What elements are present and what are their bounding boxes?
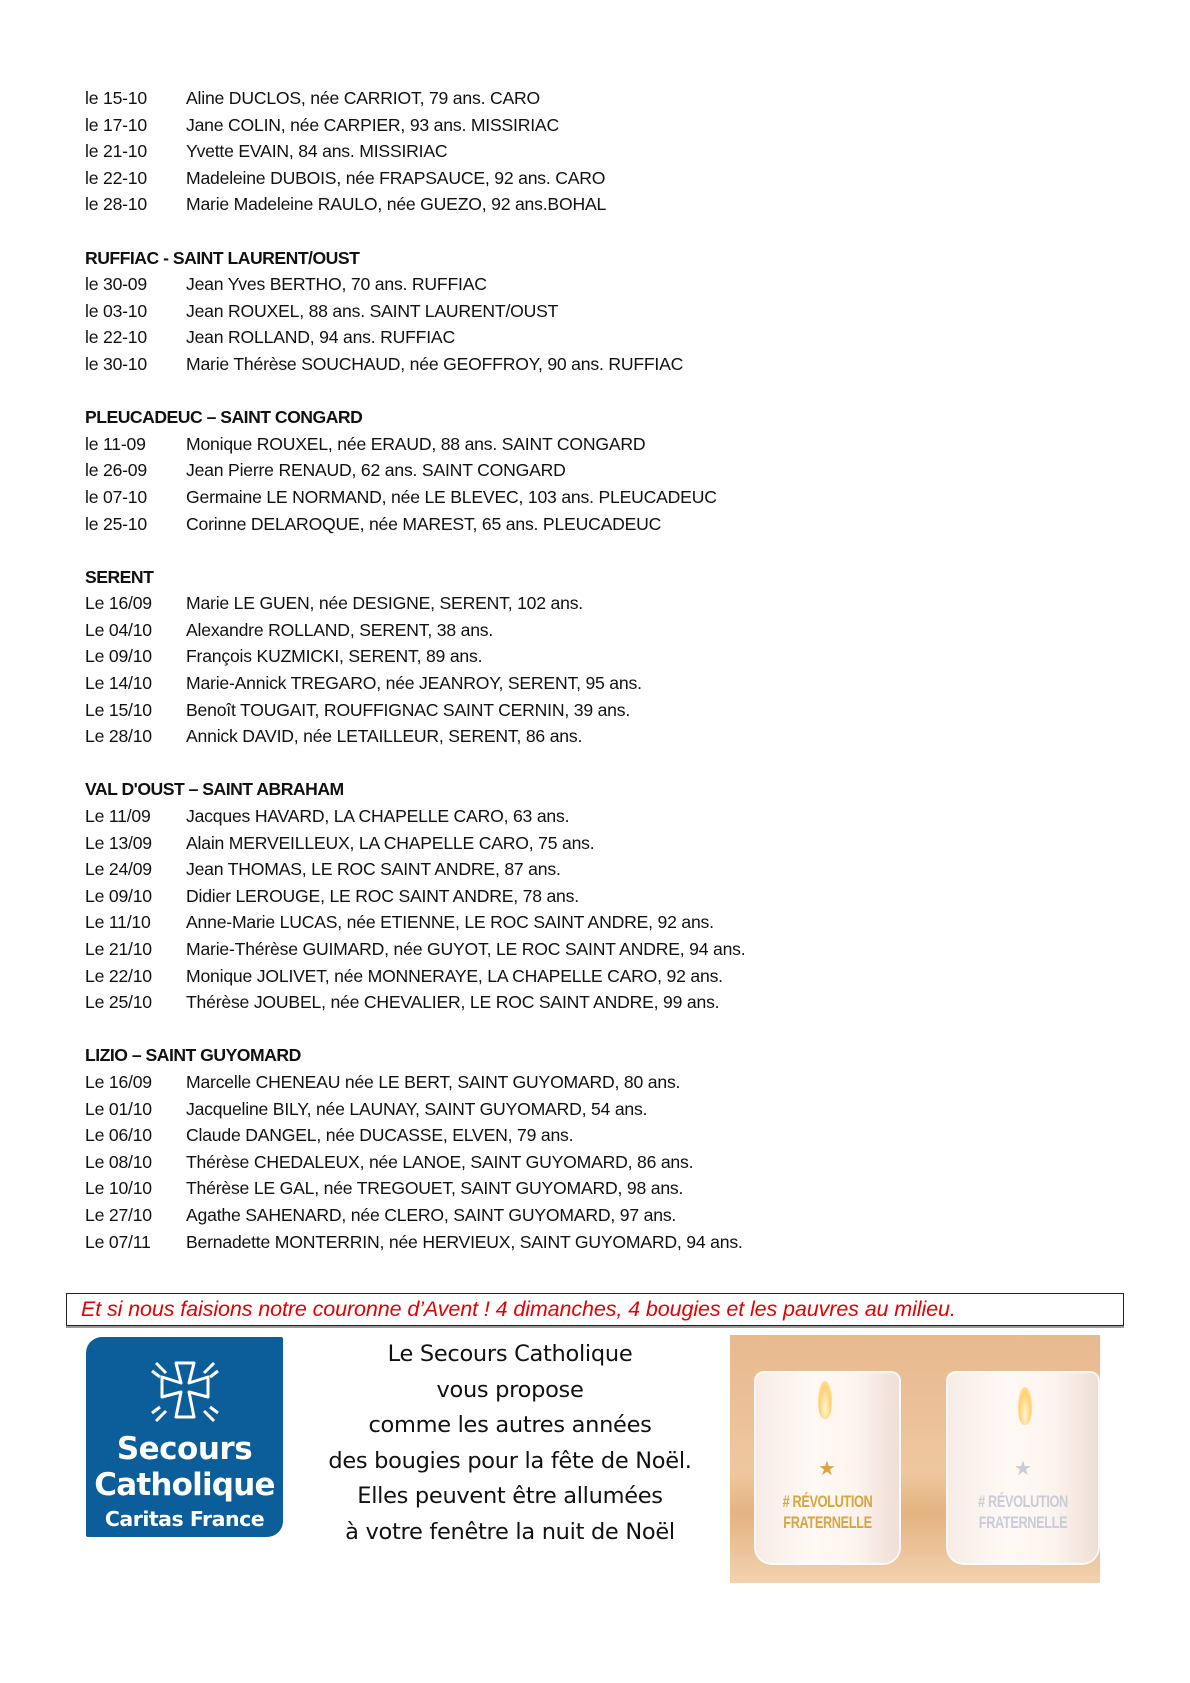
list-item	[85, 883, 1085, 910]
list-item	[85, 1229, 1085, 1256]
list-item	[85, 511, 1085, 538]
logo-line-secours: Secours	[116, 1431, 253, 1467]
list-item	[85, 617, 1085, 644]
entry-date: Le 22/10	[85, 965, 152, 986]
entry-date: le 30-09	[85, 274, 147, 295]
entry-date: Le 21/10	[85, 939, 152, 959]
logo-line-caritas-france: Caritas France	[104, 1507, 265, 1531]
flame-icon	[1018, 1387, 1032, 1425]
entry-text: Thérèse LE GAL, née TREGOUET, SAINT GUYOMARD, 98 ans.	[186, 1178, 684, 1199]
promo-line: Le Secours Catholique	[387, 1341, 633, 1367]
entry-text: Bernadette MONTERRIN, née HERVIEUX, SAINT GUYOMARD, 94 ans.	[186, 1231, 743, 1252]
list-item	[85, 165, 1085, 192]
entry-text: Monique JOLIVET, née MONNERAYE, LA CHAPELLE CARO, 92 ans.	[186, 965, 723, 986]
candle-label-line1: # RÉVOLUTION	[782, 1492, 873, 1511]
entry-date: Le 27/10	[85, 1204, 152, 1225]
list-item	[85, 457, 1085, 484]
list-item	[85, 431, 1085, 458]
entry-text: Jane COLIN, née CARPIER, 93 ans. MISSIRIAC	[186, 114, 559, 135]
entry-text: Agathe SAHENARD, née CLERO, SAINT GUYOMARD, 97 ans.	[186, 1204, 677, 1225]
parish-section	[85, 404, 1085, 537]
list-item	[85, 271, 1085, 298]
entry-date: Le 09/10	[85, 646, 152, 667]
promo-line: Elles peuvent être allumées	[357, 1483, 663, 1509]
entry-text: Madeleine DUBOIS, née FRAPSAUCE, 92 ans. CARO	[186, 167, 606, 188]
entry-text: Marie-Annick TREGARO, née JEANROY, SERENT, 95 ans.	[186, 673, 642, 694]
list-item	[85, 484, 1085, 511]
logo-line-catholique: Catholique	[94, 1467, 275, 1503]
entry-date: le 07-10	[85, 486, 147, 507]
candle-label-line2: FRATERNELLE	[783, 1513, 872, 1532]
list-item	[85, 138, 1085, 165]
entry-date: le 22-10	[85, 327, 147, 348]
entry-text: François KUZMICKI, SERENT, 89 ans.	[186, 646, 483, 667]
section-title: SERENT	[85, 566, 154, 587]
list-item	[85, 697, 1085, 724]
entry-text: Claude DANGEL, née DUCASSE, ELVEN, 79 ans.	[186, 1125, 574, 1146]
entry-date: le 11-09	[85, 433, 146, 454]
list-item	[85, 1122, 1085, 1149]
candles-photo	[730, 1335, 1100, 1583]
entry-date: Le 07/11	[85, 1231, 151, 1252]
entry-date: Le 01/10	[85, 1098, 152, 1119]
entry-text: Aline DUCLOS, née CARRIOT, 79 ans. CARO	[186, 88, 540, 108]
entry-date: Le 15/10	[85, 699, 152, 720]
list-item	[85, 1149, 1085, 1176]
list-item	[85, 298, 1085, 325]
entry-text: Jean Pierre RENAUD, 62 ans. SAINT CONGARD	[186, 460, 566, 481]
list-item	[85, 191, 1085, 218]
flame-icon	[818, 1381, 832, 1419]
list-item	[85, 803, 1085, 830]
entry-text: Marie LE GUEN, née DESIGNE, SERENT, 102 ans.	[186, 593, 583, 614]
entry-text: Didier LEROUGE, LE ROC SAINT ANDRE, 78 ans.	[186, 885, 579, 906]
candle-label-left	[774, 1491, 881, 1533]
entry-date: le 30-10	[85, 353, 147, 374]
entry-text: Alexandre ROLLAND, SERENT, 38 ans.	[186, 619, 494, 640]
list-item	[85, 1175, 1085, 1202]
entry-text: Annick DAVID, née LETAILLEUR, SERENT, 86 ans.	[186, 726, 583, 747]
entry-date: le 17-10	[85, 114, 147, 135]
list-item	[85, 324, 1085, 351]
promo-line: à votre fenêtre la nuit de Noël	[345, 1518, 675, 1545]
entry-text: Jacques HAVARD, LA CHAPELLE CARO, 63 ans.	[186, 806, 570, 827]
entry-date: Le 04/10	[85, 619, 152, 640]
candle-glass-right	[946, 1371, 1100, 1565]
entry-date: Le 08/10	[85, 1151, 152, 1172]
parish-section	[85, 245, 1085, 378]
list-item	[85, 85, 1085, 112]
entry-text: Jean THOMAS, LE ROC SAINT ANDRE, 87 ans.	[186, 859, 561, 880]
entry-text: Marie Madeleine RAULO, née GUEZO, 92 ans.BOHAL	[186, 194, 607, 215]
obituary-list	[85, 85, 1085, 1255]
list-item	[85, 351, 1085, 378]
entry-date: Le 28/10	[85, 726, 152, 747]
section-title: LIZIO – SAINT GUYOMARD	[85, 1045, 301, 1066]
candle-label-line1: # RÉVOLUTION	[978, 1492, 1068, 1511]
promo-line: comme les autres années	[368, 1412, 652, 1438]
list-item	[85, 723, 1085, 750]
entry-date: Le 10/10	[85, 1178, 152, 1199]
list-item	[85, 112, 1085, 139]
entry-text: Jean Yves BERTHO, 70 ans. RUFFIAC	[186, 274, 487, 295]
entry-text: Jean ROLLAND, 94 ans. RUFFIAC	[186, 327, 455, 348]
promo-line: vous propose	[436, 1376, 584, 1403]
entry-date: Le 14/10	[85, 673, 152, 694]
section-title: PLEUCADEUC – SAINT CONGARD	[85, 407, 363, 428]
entry-text: Germaine LE NORMAND, née LE BLEVEC, 103 ans. PLEUCADEUC	[186, 486, 717, 507]
entry-date: Le 11/09	[85, 806, 151, 827]
entry-date: Le 13/09	[85, 832, 152, 853]
candle-label-line2: FRATERNELLE	[978, 1513, 1068, 1532]
list-item	[85, 1096, 1085, 1123]
candle-glass-left	[754, 1371, 901, 1565]
list-item	[85, 989, 1085, 1016]
entry-date: Le 06/10	[85, 1125, 152, 1146]
maltese-cross-icon	[146, 1355, 224, 1431]
parish-section	[85, 776, 1085, 1015]
section-title: VAL D'OUST – SAINT ABRAHAM	[85, 779, 344, 800]
list-item	[85, 643, 1085, 670]
star-icon: ★	[1014, 1458, 1032, 1480]
advent-banner: Et si nous faisions notre couronne d’Avent ! 4 dimanches, 4 bougies et les pauvres au milieu.	[66, 1293, 1124, 1326]
entry-date: Le 09/10	[85, 885, 152, 906]
entry-date: le 22-10	[85, 167, 147, 188]
entry-date: Le 24/09	[85, 859, 152, 880]
list-item	[85, 590, 1085, 617]
star-icon: ★	[818, 1458, 836, 1480]
list-item	[85, 1202, 1085, 1229]
entry-text: Jean ROUXEL, 88 ans. SAINT LAURENT/OUST	[186, 300, 559, 321]
entry-text: Marie Thérèse SOUCHAUD, née GEOFFROY, 90 ans. RUFFIAC	[186, 353, 684, 374]
entry-text: Benoît TOUGAIT, ROUFFIGNAC SAINT CERNIN, 39 ans.	[186, 699, 631, 720]
candle-promo-text	[290, 1337, 730, 1550]
entry-text: Anne-Marie LUCAS, née ETIENNE, LE ROC SAINT ANDRE, 92 ans.	[186, 912, 714, 933]
candle-label-right	[967, 1491, 1080, 1533]
entry-text: Thérèse JOUBEL, née CHEVALIER, LE ROC SAINT ANDRE, 99 ans.	[186, 992, 720, 1013]
entry-date: le 26-09	[85, 460, 147, 481]
list-item	[85, 936, 1085, 963]
entry-date: le 28-10	[85, 194, 147, 215]
section-title: RUFFIAC - SAINT LAURENT/OUST	[85, 247, 360, 268]
entry-text: Corinne DELAROQUE, née MAREST, 65 ans. PLEUCADEUC	[186, 513, 662, 534]
parish-section	[85, 564, 1085, 750]
entry-text: Marie-Thérèse GUIMARD, née GUYOT, LE ROC SAINT ANDRE, 94 ans.	[186, 939, 746, 959]
entry-date: le 03-10	[85, 300, 147, 321]
entry-text: Jacqueline BILY, née LAUNAY, SAINT GUYOMARD, 54 ans.	[186, 1098, 648, 1119]
intro-section	[85, 85, 1085, 218]
list-item	[85, 909, 1085, 936]
entry-date: le 15-10	[85, 88, 147, 108]
list-item	[85, 963, 1085, 990]
entry-date: le 25-10	[85, 513, 147, 534]
entry-text: Monique ROUXEL, née ERAUD, 88 ans. SAINT CONGARD	[186, 433, 646, 454]
entry-text: Yvette EVAIN, 84 ans. MISSIRIAC	[186, 141, 448, 162]
entry-date: Le 25/10	[85, 992, 152, 1013]
list-item	[85, 670, 1085, 697]
list-item	[85, 830, 1085, 857]
entry-date: Le 16/09	[85, 593, 152, 614]
entry-text: Alain MERVEILLEUX, LA CHAPELLE CARO, 75 ans.	[186, 832, 595, 853]
list-item	[85, 856, 1085, 883]
parish-section	[85, 1042, 1085, 1255]
list-item	[85, 1069, 1085, 1096]
promo-line: des bougies pour la fête de Noël.	[328, 1447, 692, 1474]
entry-date: le 21-10	[85, 141, 147, 162]
entry-date: Le 16/09	[85, 1071, 152, 1092]
secours-catholique-logo	[86, 1337, 283, 1537]
entry-date: Le 11/10	[85, 912, 151, 933]
entry-text: Marcelle CHENEAU née LE BERT, SAINT GUYOMARD, 80 ans.	[186, 1071, 681, 1092]
entry-text: Thérèse CHEDALEUX, née LANOE, SAINT GUYOMARD, 86 ans.	[186, 1151, 694, 1172]
